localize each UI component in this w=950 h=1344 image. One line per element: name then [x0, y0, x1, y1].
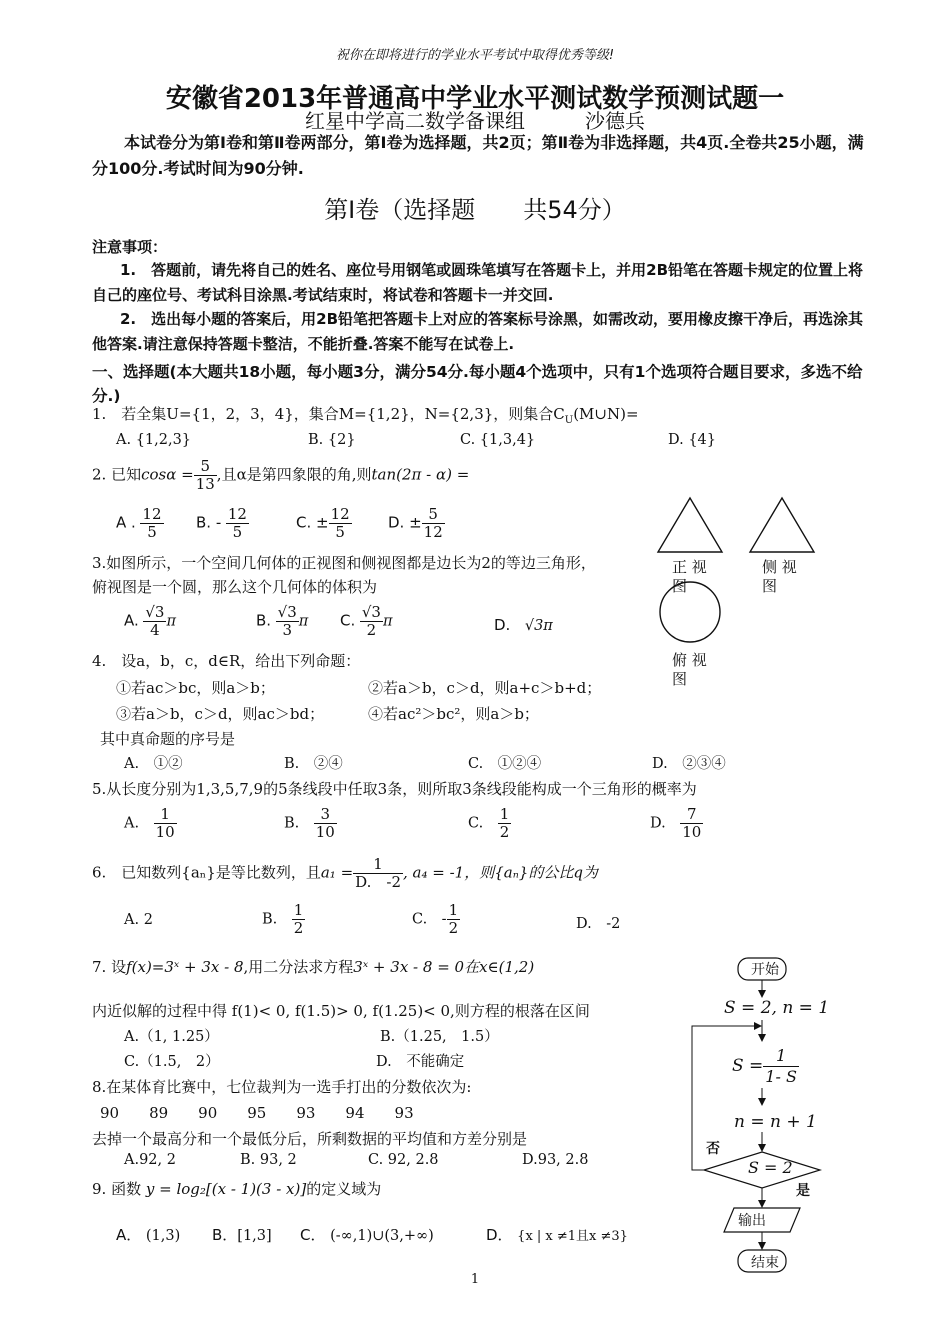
part-title: 第Ⅰ卷（选择题 共54分） — [324, 196, 626, 224]
q5-option-a: A. $\frac{1}{10}$ — [124, 805, 175, 841]
q4-option-d: D. ②③④ — [652, 756, 726, 772]
q5-option-b: B. $\frac{3}{10}$ — [284, 805, 335, 841]
q4-prop-2: ②若a＞b，c＞d，则a+c＞b+d； — [368, 679, 602, 697]
q2-option-a: A . $\frac{12}{5}$ — [116, 505, 162, 541]
q9-option-c: C． (-∞,1)∪(3,+∞) — [300, 1226, 434, 1244]
q7-line-2: 内近似解的过程中得 f(1)< 0, f(1.5)> 0, f(1.25)< 0,则方程的根落在区间 — [92, 1002, 590, 1020]
q3-option-c: C. $\frac{√3}{2}$ π — [340, 603, 393, 639]
q4-stem: 4. 设a，b，c，d∈R，给出下列命题： — [92, 652, 361, 670]
q3-option-d: D. √3π — [494, 616, 553, 634]
q1-stem: 1. 若全集U={1，2，3，4}，集合M={1,2}，N={2,3}，则集合$C_U(M\cup N)=$ — [92, 405, 639, 426]
flow-no-label: 否 — [706, 1141, 720, 1157]
q5-option-d: D. $\frac{7}{10}$ — [650, 805, 702, 841]
flow-yes-label: 是 — [796, 1183, 810, 1199]
q3-option-b: B. $\frac{√3}{3}$ π — [256, 603, 309, 639]
q9-stem: 9. 函数 y = log₂[(x - 1)(3 - x)]的定义域为 — [92, 1180, 382, 1198]
q2-option-d: D. ± $\frac{5}{12}$ — [388, 505, 443, 541]
q4-prop-4: ④若ac²＞bc²，则a＞b； — [368, 705, 539, 723]
q1-option-c: C. {1,3,4} — [460, 432, 536, 448]
q3-line-1: 3.如图所示，一个空间几何体的正视图和侧视图都是边长为2的等边三角形， — [92, 554, 596, 572]
page-number: 1 — [470, 1272, 480, 1287]
page-title: 安徽省2013年普通高中学业水平测试数学预测试题一 — [165, 84, 785, 114]
flow-increment: n = n + 1 — [734, 1112, 817, 1132]
q9-option-a: A． (1,3) — [116, 1226, 181, 1244]
q1-option-b: B. {2} — [308, 432, 356, 448]
q7-option-c: C.（1.5, 2） — [124, 1054, 220, 1070]
q3-option-a: A. $\frac{√3}{4}$ π — [124, 603, 177, 639]
flow-start-label: 开始 — [751, 962, 779, 978]
q1-option-d: D. {4} — [668, 432, 717, 448]
intro-paragraph: 本试卷分为第Ⅰ卷和第Ⅱ卷两部分，第Ⅰ卷为选择题，共2页；第Ⅱ卷为非选择题，共4页.全卷共25小题，满分100分.考试时间为90分钟. — [92, 133, 864, 178]
q9-option-b: B．[1,3] — [212, 1226, 272, 1244]
notice-heading: 注意事项： — [92, 238, 168, 256]
q2-option-b: B. - $\frac{12}{5}$ — [196, 505, 247, 541]
q2-stem: 2. 已知cosα = $\frac{5}{13}$ ,且α是第四象限的角,则tan(2π - α) = — [92, 457, 470, 493]
header-note: 祝你在即将进行的学业水平考试中取得优秀等级! — [335, 48, 615, 63]
q1-option-a: A. {1,2,3} — [116, 432, 192, 448]
q4-prop-3: ③若a＞b，c＞d，则ac＞bd； — [116, 705, 325, 723]
front-view-triangle — [658, 498, 722, 552]
notice-item-2: 2. 选出每小题的答案后，用2B铅笔把答题卡上对应的答案标号涂黑，如需改动，要用橡皮擦干净后，再选涂其他答案.请注意保持答题卡整洁，不能折叠.答案不能写在试卷上. — [92, 310, 864, 353]
q6-option-d: D. -2 — [576, 916, 621, 932]
q4-prop-1: ①若ac＞bc，则a＞b； — [116, 679, 275, 697]
q4-option-b: B. ②④ — [284, 756, 343, 772]
q6-option-a: A. 2 — [124, 912, 153, 928]
flow-end-label: 结束 — [751, 1255, 779, 1271]
flow-init: S = 2, n = 1 — [724, 998, 830, 1018]
q8-option-d: D.93, 2.8 — [522, 1152, 589, 1168]
q7-option-d: D. 不能确定 — [376, 1054, 465, 1070]
q9-option-d: D． {x | x ≠1且x ≠3} — [486, 1226, 628, 1244]
q6-stem: 6. 已知数列{aₙ}是等比数列，且a₁ = $\frac{1}{D. -2}$ , a₄ = -1，则{aₙ}的公比q为 — [92, 855, 598, 891]
q8-option-a: A.92, 2 — [124, 1152, 176, 1168]
top-view-label: 俯 视图 — [672, 651, 707, 688]
q4-option-c: C. ①②④ — [468, 756, 542, 772]
q4-option-a: A. ①② — [124, 756, 183, 772]
q7-option-a: A.（1, 1.25） — [124, 1029, 219, 1045]
q6-option-c: C. - $\frac{1}{2}$ — [412, 901, 459, 937]
q8-stem: 8.在某体育比赛中，七位裁判为一选手打出的分数依次为: — [92, 1078, 472, 1096]
side-view-triangle — [750, 498, 814, 552]
notice-item-1: 1. 答题前，请先将自己的姓名、座位号用钢笔或圆珠笔填写在答题卡上，并用2B铅笔在答题卡规定的位置上将自己的座位号、考试科目涂黑.考试结束时，将试卷和答题卡一并交回. — [92, 261, 864, 304]
q5-stem: 5.从长度分别为1,3,5,7,9的5条线段中任取3条，则所取3条线段能构成一个三角形的概率为 — [92, 780, 697, 798]
section-heading: 一、选择题(本大题共18小题，每小题3分，满分54分.每小题4个选项中，只有1个选项符合题目要求，多选不给分.) — [92, 363, 863, 405]
side-view-label: 侧 视图 — [762, 558, 797, 595]
author-line: 红星中学高二数学备课组 沙德兵 — [305, 109, 645, 133]
q8-option-b: B. 93, 2 — [240, 1152, 297, 1168]
flow-assign-s: S = $\frac{1}{1- S}$ — [732, 1046, 797, 1086]
flow-output-label: 输出 — [738, 1213, 766, 1229]
q8-scores: 90 89 90 95 93 94 93 — [100, 1104, 414, 1122]
flow-condition: S = 2 — [748, 1158, 793, 1177]
q6-option-b: B. $\frac{1}{2}$ — [262, 901, 304, 937]
q8-question: 去掉一个最高分和一个最低分后，所剩数据的平均值和方差分别是 — [92, 1130, 528, 1148]
q8-option-c: C. 92, 2.8 — [368, 1152, 439, 1168]
q7-option-b: B.（1.25, 1.5） — [380, 1029, 499, 1045]
q7-stem: 7. 设f(x)=3ˣ + 3x - 8,用二分法求方程3ˣ + 3x - 8 = 0在x∈(1,2) — [92, 958, 535, 976]
q5-option-c: C. $\frac{1}{2}$ — [468, 805, 510, 841]
q2-option-c: C. ± $\frac{12}{5}$ — [296, 505, 350, 541]
q3-line-2: 俯视图是一个圆，那么这个几何体的体积为 — [92, 578, 378, 596]
q4-question: 其中真命题的序号是 — [100, 730, 236, 748]
front-view-label: 正 视图 — [672, 558, 707, 595]
